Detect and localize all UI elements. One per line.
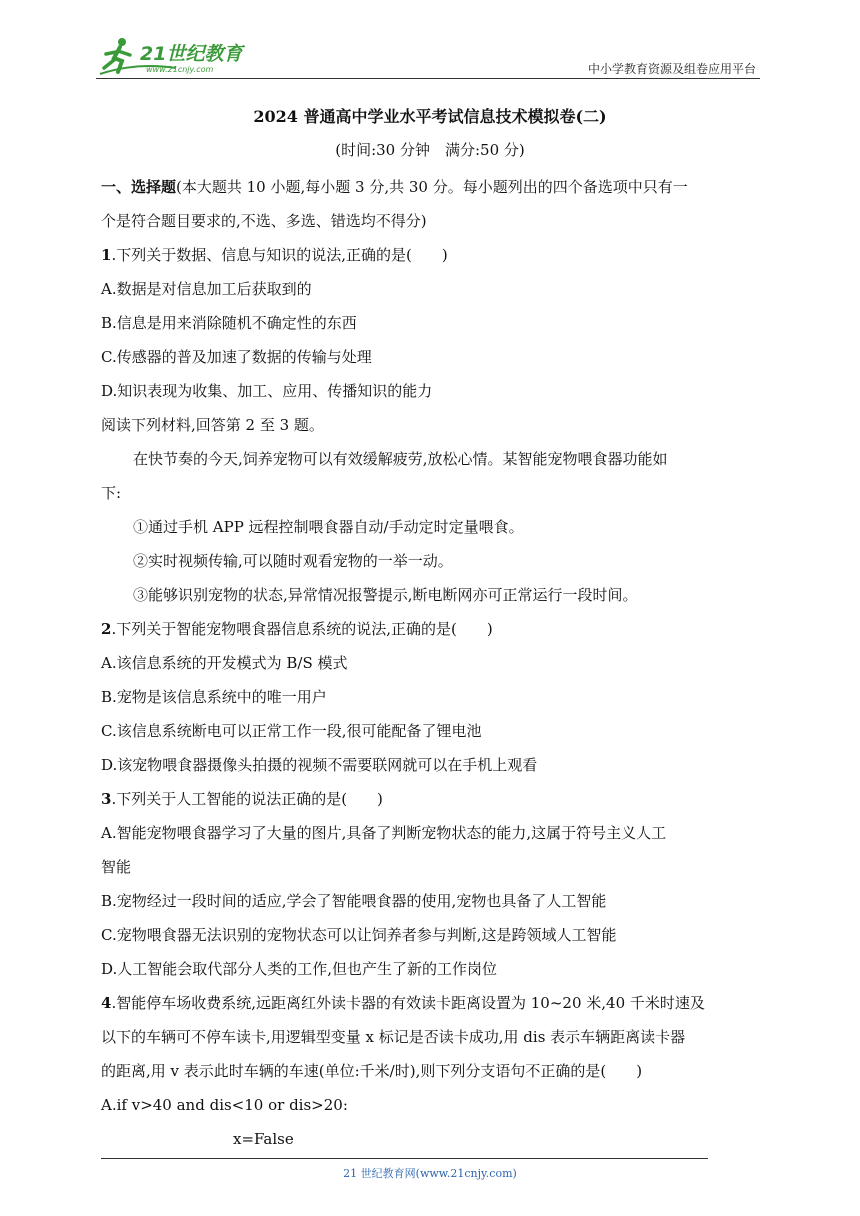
q1-stem xyxy=(101,238,765,272)
exam-body xyxy=(101,170,765,1156)
section-desc-1: (本大题共 10 小题,每小题 3 分,共 30 分。每小题列出的四个备选项中只有一 xyxy=(176,178,688,196)
section-heading: 一、选择题 xyxy=(101,178,177,196)
q2-option-a: A.该信息系统的开发模式为 B/S 模式 xyxy=(101,654,348,672)
exam-subtitle: (时间:30 分钟 满分:50 分) xyxy=(335,141,525,159)
logo-text: 21世纪教育 xyxy=(140,43,243,65)
q3-text: .下列关于人工智能的说法正确的是( ) xyxy=(111,790,383,808)
page-header xyxy=(96,34,760,78)
reading-item-1: ①通过手机 APP 远程控制喂食器自动/手动定时定量喂食。 xyxy=(133,518,524,536)
reading-intro: 阅读下列材料,回答第 2 至 3 题。 xyxy=(101,416,324,434)
platform-name: 中小学教育资源及组卷应用平台 xyxy=(587,62,756,76)
section-desc-2: 个是符合题目要求的,不选、多选、错选均不得分) xyxy=(101,212,427,230)
q2-stem xyxy=(101,612,765,646)
section-line-1 xyxy=(101,170,765,204)
q1-option-a: A.数据是对信息加工后获取到的 xyxy=(101,280,312,298)
q4-number: 4 xyxy=(101,994,112,1012)
reading-para-2: 下: xyxy=(101,484,122,502)
logo-url: www.21cnjy.com xyxy=(146,65,214,74)
page-footer[interactable]: 21 世纪教育网(www.21cnjy.com) xyxy=(343,1167,517,1180)
q2-option-b: B.宠物是该信息系统中的唯一用户 xyxy=(101,688,327,706)
q3-option-a-line-2: 智能 xyxy=(101,858,132,876)
q3-option-d: D.人工智能会取代部分人类的工作,但也产生了新的工作岗位 xyxy=(101,960,498,978)
exam-title: 2024 普通高中学业水平考试信息技术模拟卷(二) xyxy=(253,107,607,126)
q3-option-b: B.宠物经过一段时间的适应,学会了智能喂食器的使用,宠物也具备了人工智能 xyxy=(101,892,607,910)
q3-stem xyxy=(101,782,765,816)
q4-stem-1 xyxy=(101,986,765,1020)
q4-stem-3: 的距离,用 v 表示此时车辆的车速(单位:千米/时),则下列分支语句不正确的是( ) xyxy=(101,1062,643,1080)
q2-number: 2 xyxy=(101,620,112,638)
q2-option-d: D.该宠物喂食器摄像头拍摄的视频不需要联网就可以在手机上观看 xyxy=(101,756,538,774)
q1-option-c: C.传感器的普及加速了数据的传输与处理 xyxy=(101,348,372,366)
q4-text-1: .智能停车场收费系统,远距离红外读卡器的有效读卡距离设置为 10~20 米,40 千米时速及 xyxy=(111,994,705,1012)
q3-number: 3 xyxy=(101,790,112,808)
site-logo[interactable] xyxy=(96,34,266,78)
reading-item-2: ②实时视频传输,可以随时观看宠物的一举一动。 xyxy=(133,552,453,570)
header-divider xyxy=(96,78,760,79)
footer-divider xyxy=(101,1158,708,1159)
q4-stem-2: 以下的车辆可不停车读卡,用逻辑型变量 x 标记是否读卡成功,用 dis 表示车辆距离读卡器 xyxy=(101,1028,686,1046)
q3-option-c: C.宠物喂食器无法识别的宠物状态可以让饲养者参与判断,这是跨领域人工智能 xyxy=(101,926,617,944)
q1-option-b: B.信息是用来消除随机不确定性的东西 xyxy=(101,314,357,332)
q4-option-a-code-2: x=False xyxy=(233,1130,294,1148)
q3-option-a-line-1: A.智能宠物喂食器学习了大量的图片,具备了判断宠物状态的能力,这属于符号主义人工 xyxy=(101,824,667,842)
q4-option-a-code-1: A.if v>40 and dis<10 or dis>20: xyxy=(101,1096,348,1114)
q1-text: .下列关于数据、信息与知识的说法,正确的是( ) xyxy=(111,246,448,264)
q1-option-d: D.知识表现为收集、加工、应用、传播知识的能力 xyxy=(101,382,433,400)
reading-para-1: 在快节奏的今天,饲养宠物可以有效缓解疲劳,放松心情。某智能宠物喂食器功能如 xyxy=(133,450,668,468)
q2-option-c: C.该信息系统断电可以正常工作一段,很可能配备了锂电池 xyxy=(101,722,482,740)
q2-text: .下列关于智能宠物喂食器信息系统的说法,正确的是( ) xyxy=(111,620,493,638)
q1-number: 1 xyxy=(101,246,112,264)
reading-item-3: ③能够识别宠物的状态,异常情况报警提示,断电断网亦可正常运行一段时间。 xyxy=(133,586,638,604)
